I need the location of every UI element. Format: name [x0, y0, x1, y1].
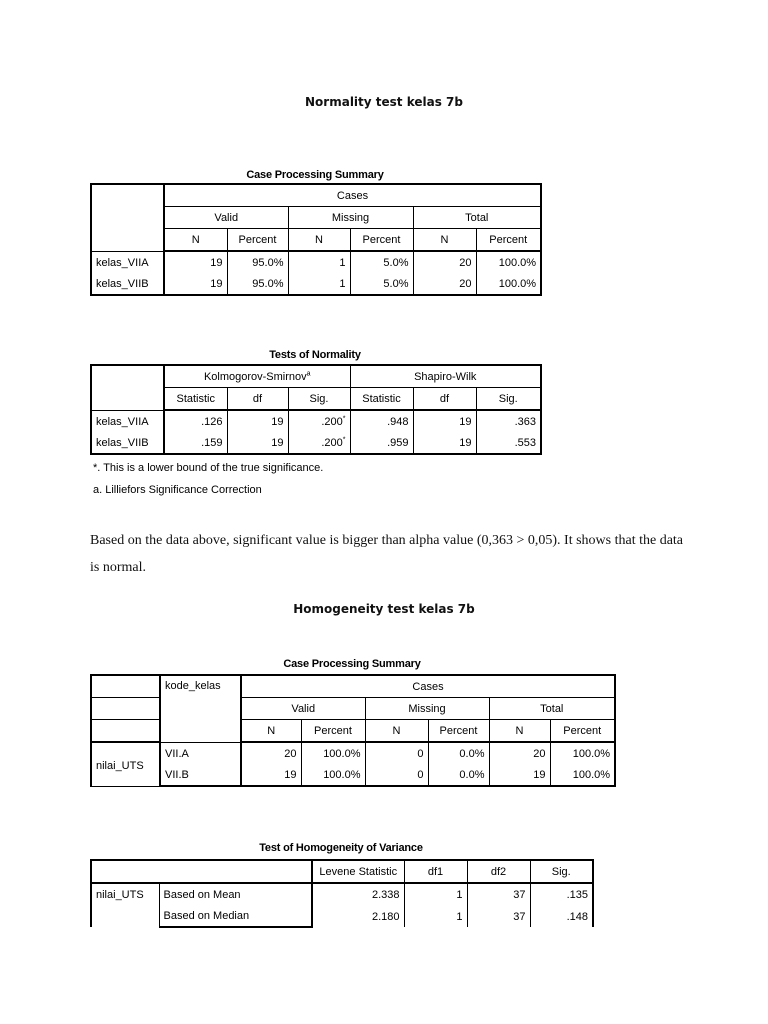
column-header: N — [365, 720, 428, 743]
table-cell: 37 — [467, 883, 530, 906]
homogeneity-heading: Homogeneity test kelas 7b — [293, 602, 475, 616]
cases-header: Cases — [241, 675, 615, 698]
column-header: df — [413, 388, 476, 411]
table-cell: 20 — [489, 742, 550, 765]
table-corner — [91, 720, 160, 743]
table-cell: 100.0% — [476, 251, 541, 274]
table-cell: 5.0% — [350, 251, 413, 274]
table-cell: .363 — [476, 410, 541, 433]
table-cell: .148 — [530, 906, 593, 927]
case-processing-summary-caption-2: Case Processing Summary — [283, 658, 421, 670]
table-row — [91, 433, 541, 454]
kolmogorov-smirnov-header: Kolmogorov-Smirnov$^a$ — [164, 365, 350, 388]
table-cell: 1 — [288, 274, 350, 295]
table-corner — [91, 860, 312, 883]
table-cell: 19 — [413, 433, 476, 454]
table-row — [91, 274, 541, 295]
table-cell: 0 — [365, 742, 428, 765]
total-header: Total — [413, 207, 541, 229]
column-header: Statistic — [350, 388, 413, 411]
table-cell: 5.0% — [350, 274, 413, 295]
table-cell: .959 — [350, 433, 413, 454]
table-corner — [91, 184, 164, 251]
shapiro-wilk-header: Shapiro-Wilk — [350, 365, 541, 388]
case-processing-summary-caption: Case Processing Summary — [246, 169, 384, 181]
table-cell: 37 — [467, 906, 530, 927]
column-header: Sig. — [530, 860, 593, 883]
table-cell: 1 — [404, 906, 467, 927]
table-cell: .948 — [350, 410, 413, 433]
table-cell: 20 — [413, 274, 476, 295]
table-cell: .553 — [476, 433, 541, 454]
column-header: Percent — [301, 720, 365, 743]
table-cell: .135 — [530, 883, 593, 906]
row-label: VII.A — [160, 742, 241, 765]
valid-header: Valid — [164, 207, 288, 229]
table-cell: .200* — [288, 410, 350, 433]
column-header: df1 — [404, 860, 467, 883]
column-header: Levene Statistic — [312, 860, 404, 883]
table-corner — [91, 698, 160, 720]
table-corner — [91, 675, 160, 698]
table-cell: 100.0% — [550, 765, 615, 786]
table-cell: 19 — [164, 274, 227, 295]
column-header: Percent — [350, 229, 413, 252]
table-cell: 19 — [413, 410, 476, 433]
table-cell: 100.0% — [476, 274, 541, 295]
column-header: Percent — [550, 720, 615, 743]
table-cell: 20 — [241, 742, 301, 765]
total-header: Total — [489, 698, 615, 720]
missing-header: Missing — [365, 698, 489, 720]
tests-of-normality-table — [90, 364, 542, 455]
row-label: nilai_UTS — [91, 883, 159, 927]
table-cell: 1 — [404, 883, 467, 906]
table-cell: .126 — [164, 410, 227, 433]
row-label: nilai_UTS — [91, 742, 160, 786]
table-cell: 1 — [288, 251, 350, 274]
row-label: kelas_VIIB — [91, 433, 164, 454]
conclusion-paragraph: Based on the data above, significant value is bigger than alpha value (0,363 > 0,05). It shows that the data is normal. — [90, 533, 684, 575]
table-cell: .159 — [164, 433, 227, 454]
normality-heading: Normality test kelas 7b — [305, 95, 463, 109]
column-header: Sig. — [476, 388, 541, 411]
tests-of-normality-caption: Tests of Normality — [269, 349, 361, 361]
table-cell: 19 — [227, 410, 288, 433]
table-cell: 100.0% — [301, 742, 365, 765]
footnote-lilliefors: a. Lilliefors Significance Correction — [93, 484, 262, 496]
valid-header: Valid — [241, 698, 365, 720]
table-cell: 100.0% — [550, 742, 615, 765]
table-cell: .200* — [288, 433, 350, 454]
table-cell: 19 — [164, 251, 227, 274]
table-cell: 19 — [227, 433, 288, 454]
table-row — [91, 742, 615, 765]
column-header: df2 — [467, 860, 530, 883]
table-cell: 0 — [365, 765, 428, 786]
footnote-lower-bound: *. This is a lower bound of the true significance. — [93, 462, 324, 474]
row-label: VII.B — [160, 765, 241, 786]
row-label: kelas_VIIA — [91, 410, 164, 433]
column-header: N — [489, 720, 550, 743]
column-header: Percent — [476, 229, 541, 252]
column-header: Sig. — [288, 388, 350, 411]
column-header: N — [413, 229, 476, 252]
row-label: kelas_VIIA — [91, 251, 164, 274]
column-header: Percent — [428, 720, 489, 743]
row-label: Based on Median — [159, 906, 312, 927]
table-row — [91, 883, 593, 906]
table-cell: 19 — [489, 765, 550, 786]
case-processing-summary-table — [90, 183, 542, 296]
table-row — [91, 906, 593, 927]
table-corner — [91, 365, 164, 410]
table-row — [91, 251, 541, 274]
homogeneity-of-variance-caption: Test of Homogeneity of Variance — [259, 842, 423, 854]
column-header: N — [241, 720, 301, 743]
table-row — [91, 410, 541, 433]
case-processing-summary-table-2 — [90, 674, 616, 787]
column-header: Statistic — [164, 388, 227, 411]
table-cell: 100.0% — [301, 765, 365, 786]
table-cell: 0.0% — [428, 765, 489, 786]
table-cell: 95.0% — [227, 274, 288, 295]
kode-kelas-header: kode_kelas — [160, 675, 241, 742]
row-label: kelas_VIIB — [91, 274, 164, 295]
table-cell: 20 — [413, 251, 476, 274]
homogeneity-of-variance-table — [90, 859, 594, 928]
cases-header: Cases — [164, 184, 541, 207]
column-header: Percent — [227, 229, 288, 252]
table-cell: 95.0% — [227, 251, 288, 274]
missing-header: Missing — [288, 207, 413, 229]
column-header: N — [288, 229, 350, 252]
table-cell: 2.338 — [312, 883, 404, 906]
table-cell: 0.0% — [428, 742, 489, 765]
row-label: Based on Mean — [159, 883, 312, 906]
table-cell: 19 — [241, 765, 301, 786]
table-row — [91, 765, 615, 786]
column-header: df — [227, 388, 288, 411]
table-cell: 2.180 — [312, 906, 404, 927]
column-header: N — [164, 229, 227, 252]
